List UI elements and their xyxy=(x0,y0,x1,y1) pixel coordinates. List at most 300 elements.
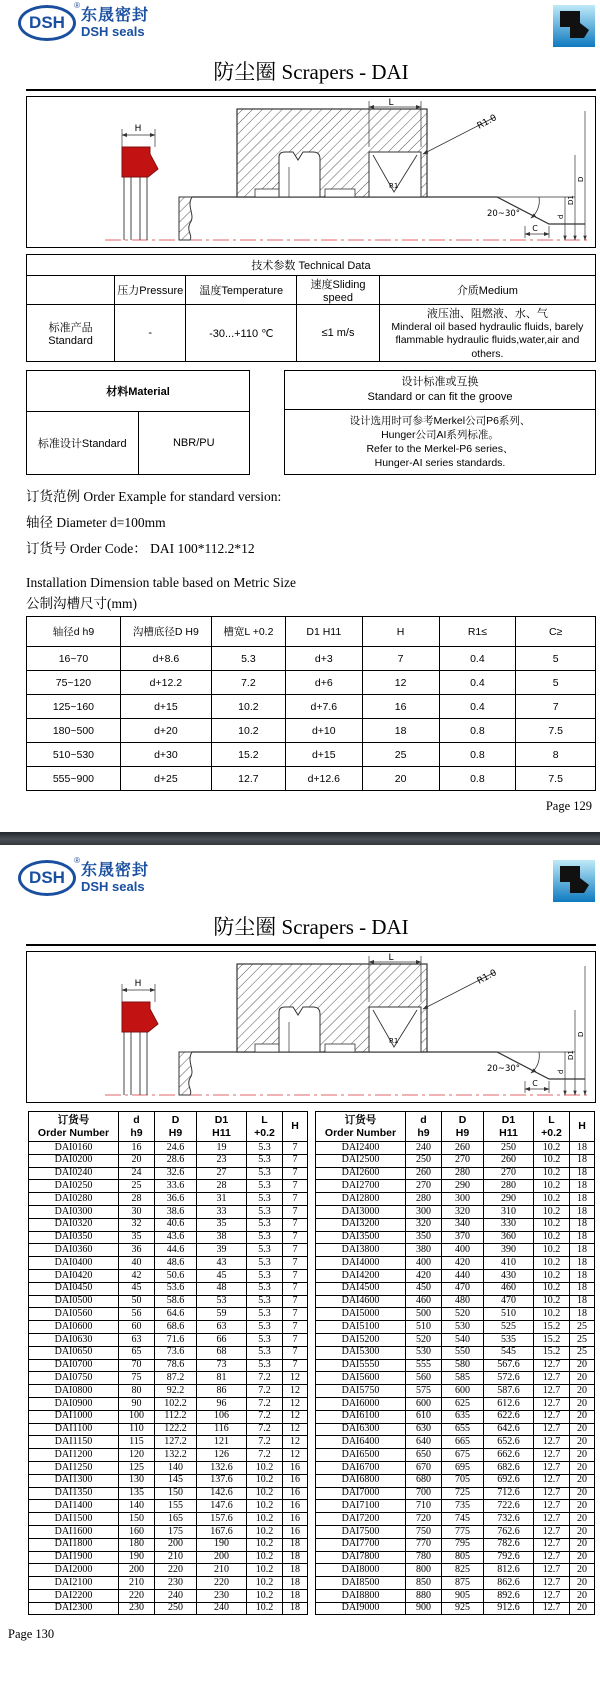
table-cell: 12.7 xyxy=(534,1551,570,1564)
table-cell: 710 xyxy=(406,1500,442,1513)
table-cell: DAI3200 xyxy=(316,1218,406,1231)
dd-dim-label: D xyxy=(577,176,585,182)
table-cell: 825 xyxy=(442,1564,484,1577)
table-cell: 545 xyxy=(484,1346,534,1359)
table-cell: 12.7 xyxy=(534,1577,570,1590)
size-col-D1 xyxy=(197,1112,247,1142)
dsh-logo-en: DSH seals xyxy=(81,23,145,39)
table-row xyxy=(316,1372,595,1385)
table-cell: 32.6 xyxy=(155,1167,197,1180)
table-cell: 695 xyxy=(442,1461,484,1474)
table-row xyxy=(316,1487,595,1500)
table-cell: 122.2 xyxy=(155,1423,197,1436)
table-cell: 420 xyxy=(406,1269,442,1282)
table-cell: 42 xyxy=(119,1269,155,1282)
table-cell: 180 xyxy=(119,1538,155,1551)
table-cell: 230 xyxy=(155,1577,197,1590)
table-row xyxy=(316,1193,595,1206)
table-cell: 12.7 xyxy=(534,1461,570,1474)
table-row xyxy=(316,1218,595,1231)
table-cell: 5.3 xyxy=(247,1257,283,1270)
shaft-outline xyxy=(192,197,585,224)
l-dim-label: L xyxy=(388,98,394,108)
table-cell: DAI0800 xyxy=(29,1385,119,1398)
size-col-D1 xyxy=(484,1112,534,1142)
table-cell: 20 xyxy=(570,1551,595,1564)
table-cell: 340 xyxy=(442,1218,484,1231)
table-cell: 240 xyxy=(406,1142,442,1155)
page-header xyxy=(0,0,600,52)
table-cell: 137.6 xyxy=(197,1474,247,1487)
table-cell: 530 xyxy=(442,1321,484,1334)
table-cell: 7.2 xyxy=(247,1410,283,1423)
design-body-cn1: 设计选用时可参考Merkel公司P6系列、 xyxy=(349,414,531,427)
table-cell: DAI1200 xyxy=(29,1449,119,1462)
table-cell: DAI6100 xyxy=(316,1410,406,1423)
technical-drawing-frame-2 xyxy=(26,951,596,1103)
table-cell: 10.2 xyxy=(211,719,285,743)
table-cell: 500 xyxy=(406,1308,442,1321)
table-cell: 310 xyxy=(484,1205,534,1218)
table-cell: 180~500 xyxy=(27,719,121,743)
table-cell: 90 xyxy=(119,1397,155,1410)
table-cell: 25 xyxy=(570,1346,595,1359)
table-cell: 10.2 xyxy=(247,1589,283,1602)
material-table-title: 材料Material xyxy=(27,371,250,412)
table-cell: 12.7 xyxy=(534,1436,570,1449)
table-cell: 330 xyxy=(484,1218,534,1231)
dsh-logo-text xyxy=(81,863,149,893)
table-cell: 7 xyxy=(283,1359,308,1372)
table-cell: 5.3 xyxy=(247,1154,283,1167)
table-row xyxy=(29,1167,308,1180)
dsh-logo xyxy=(18,856,150,896)
housing-foot-left xyxy=(255,189,279,197)
table-cell: 640 xyxy=(406,1436,442,1449)
table-cell: 5.3 xyxy=(247,1346,283,1359)
table-cell: 12 xyxy=(283,1449,308,1462)
table-cell: 460 xyxy=(406,1295,442,1308)
table-cell: 12.7 xyxy=(534,1564,570,1577)
table-row xyxy=(29,1538,308,1551)
table-cell: 280 xyxy=(406,1193,442,1206)
table-cell: 5.3 xyxy=(247,1231,283,1244)
table-cell: 12 xyxy=(283,1372,308,1385)
table-row xyxy=(29,1551,308,1564)
table-cell: 300 xyxy=(406,1205,442,1218)
table-cell: 642.6 xyxy=(484,1423,534,1436)
table-cell: 7 xyxy=(283,1193,308,1206)
table-row xyxy=(29,1193,308,1206)
d1-dim-label: D1 xyxy=(567,195,575,205)
tech-row-label-cn: 标准产品 xyxy=(48,322,93,334)
table-row xyxy=(316,1449,595,1462)
table-cell: 7 xyxy=(283,1167,308,1180)
metric-heading-cn: 公制沟槽尺寸(mm) xyxy=(26,596,137,612)
table-cell: 96 xyxy=(197,1397,247,1410)
table-cell: 10.2 xyxy=(247,1538,283,1551)
table-cell: 7 xyxy=(283,1321,308,1334)
hdr-line1: 订货号 xyxy=(344,1113,377,1126)
table-cell: DAI5600 xyxy=(316,1372,406,1385)
metric-dimension-table xyxy=(26,616,596,791)
housing-foot-right xyxy=(325,1044,355,1052)
table-cell: 70 xyxy=(119,1359,155,1372)
shaft-outline xyxy=(192,1052,585,1079)
table-cell: 18 xyxy=(283,1564,308,1577)
dsh-logo-oval xyxy=(18,1,80,41)
table-cell: 510 xyxy=(484,1308,534,1321)
table-cell: DAI8000 xyxy=(316,1564,406,1577)
table-cell: 250 xyxy=(155,1602,197,1615)
table-cell: 12.7 xyxy=(534,1410,570,1423)
table-cell: 12.7 xyxy=(534,1487,570,1500)
table-cell: 900 xyxy=(406,1602,442,1615)
table-cell: 106 xyxy=(197,1410,247,1423)
table-cell: 290 xyxy=(484,1193,534,1206)
table-row xyxy=(316,1295,595,1308)
table-cell: DAI5100 xyxy=(316,1321,406,1334)
page-separator xyxy=(0,832,600,845)
title-underline xyxy=(26,56,596,91)
table-cell: 732.6 xyxy=(484,1513,534,1526)
table-cell: 127.2 xyxy=(155,1436,197,1449)
metric-col-width: 槽宽L +0.2 xyxy=(211,617,285,647)
table-cell: 150 xyxy=(155,1487,197,1500)
table-cell: 0.4 xyxy=(439,647,516,671)
table-cell: 65 xyxy=(119,1346,155,1359)
tech-row-label-en: Standard xyxy=(48,335,93,347)
table-cell: 100 xyxy=(119,1410,155,1423)
table-cell: 121 xyxy=(197,1436,247,1449)
dsh-logo xyxy=(18,1,150,41)
table-cell: 705 xyxy=(442,1474,484,1487)
table-cell: 132.2 xyxy=(155,1449,197,1462)
table-cell: 68.6 xyxy=(155,1321,197,1334)
table-cell: DAI1500 xyxy=(29,1513,119,1526)
table-cell: 320 xyxy=(406,1218,442,1231)
catalog-page-129 xyxy=(0,0,600,832)
tech-data-row xyxy=(27,305,596,362)
table-row xyxy=(29,1333,308,1346)
table-cell: 15.2 xyxy=(211,743,285,767)
table-cell: 0.8 xyxy=(439,743,516,767)
table-cell: 535 xyxy=(484,1333,534,1346)
table-cell: 16~70 xyxy=(27,647,121,671)
hdr-line2: Order Number xyxy=(37,1126,110,1139)
table-row xyxy=(29,1487,308,1500)
size-table-header-row xyxy=(29,1112,308,1142)
table-cell: 18 xyxy=(362,719,439,743)
table-row xyxy=(316,1525,595,1538)
table-row xyxy=(29,1359,308,1372)
table-cell: 63 xyxy=(119,1333,155,1346)
table-cell: 20 xyxy=(570,1577,595,1590)
table-cell: 45 xyxy=(197,1269,247,1282)
table-row xyxy=(316,1359,595,1372)
table-cell: 33.6 xyxy=(155,1180,197,1193)
table-cell: 18 xyxy=(570,1218,595,1231)
table-cell: 53.6 xyxy=(155,1282,197,1295)
table-cell: 722.6 xyxy=(484,1500,534,1513)
table-cell: 18 xyxy=(283,1589,308,1602)
table-cell: 18 xyxy=(570,1269,595,1282)
title-underline-2 xyxy=(26,911,596,946)
table-row xyxy=(29,1372,308,1385)
table-cell: DAI1000 xyxy=(29,1410,119,1423)
table-cell: 145 xyxy=(155,1474,197,1487)
c-dim-label: C xyxy=(532,224,538,233)
table-cell: 10.2 xyxy=(211,695,285,719)
table-cell: 805 xyxy=(442,1551,484,1564)
table-cell: 12.7 xyxy=(534,1602,570,1615)
table-cell: 210 xyxy=(197,1564,247,1577)
table-cell: 39 xyxy=(197,1244,247,1257)
table-row xyxy=(29,1449,308,1462)
table-cell: d+30 xyxy=(120,743,211,767)
table-cell: DAI1800 xyxy=(29,1538,119,1551)
hdr-line1: D xyxy=(171,1113,180,1126)
table-cell: 18 xyxy=(283,1551,308,1564)
table-cell: 12.7 xyxy=(534,1513,570,1526)
table-row xyxy=(29,1282,308,1295)
size-col-H xyxy=(283,1112,308,1142)
table-cell: 7 xyxy=(283,1346,308,1359)
table-cell: 5.3 xyxy=(247,1218,283,1231)
table-cell: 622.6 xyxy=(484,1410,534,1423)
table-cell: 20 xyxy=(570,1359,595,1372)
table-row xyxy=(29,1602,308,1615)
table-cell: 33 xyxy=(197,1205,247,1218)
table-cell: 36.6 xyxy=(155,1193,197,1206)
table-cell: DAI1300 xyxy=(29,1474,119,1487)
page-title: 防尘圈 Scrapers - DAI xyxy=(213,60,409,84)
size-col-order-number xyxy=(29,1112,119,1142)
table-cell: 20 xyxy=(570,1410,595,1423)
page-header-2 xyxy=(0,855,600,907)
table-cell: 53 xyxy=(197,1295,247,1308)
table-cell: 15.2 xyxy=(534,1346,570,1359)
table-cell: 675 xyxy=(442,1449,484,1462)
table-cell: 10.2 xyxy=(534,1231,570,1244)
table-cell: 16 xyxy=(283,1474,308,1487)
table-row xyxy=(27,719,596,743)
table-cell: 7.5 xyxy=(516,767,596,791)
table-cell: 80 xyxy=(119,1385,155,1398)
table-cell: 210 xyxy=(155,1551,197,1564)
table-cell: 5.3 xyxy=(247,1269,283,1282)
table-row xyxy=(316,1205,595,1218)
table-cell: DAI1350 xyxy=(29,1487,119,1500)
table-cell: 10.2 xyxy=(534,1180,570,1193)
table-cell: 20 xyxy=(570,1385,595,1398)
table-cell: 175 xyxy=(155,1525,197,1538)
table-cell: 390 xyxy=(484,1244,534,1257)
table-cell: DAI5550 xyxy=(316,1359,406,1372)
table-cell: 73.6 xyxy=(155,1346,197,1359)
table-cell: 7 xyxy=(283,1257,308,1270)
table-cell: 5 xyxy=(516,647,596,671)
table-cell: d+15 xyxy=(120,695,211,719)
table-cell: DAI4000 xyxy=(316,1257,406,1270)
table-row xyxy=(27,767,596,791)
order-example-line1: 订货范例 Order Example for standard version: xyxy=(26,489,282,505)
size-table-right xyxy=(315,1111,595,1615)
table-cell: 12.7 xyxy=(534,1474,570,1487)
table-cell: 12.7 xyxy=(534,1372,570,1385)
table-cell: 20 xyxy=(570,1397,595,1410)
table-cell: 652.6 xyxy=(484,1436,534,1449)
table-cell: 20 xyxy=(570,1525,595,1538)
table-cell: 7.2 xyxy=(211,671,285,695)
table-row xyxy=(29,1385,308,1398)
table-cell: 0.4 xyxy=(439,695,516,719)
table-cell: 12.7 xyxy=(534,1449,570,1462)
d1-dim-label: D1 xyxy=(567,1050,575,1060)
table-cell: 87.2 xyxy=(155,1372,197,1385)
hdr-line2: +0.2 xyxy=(541,1126,562,1139)
table-cell: DAI0280 xyxy=(29,1193,119,1206)
table-row xyxy=(29,1218,308,1231)
table-cell: 38.6 xyxy=(155,1205,197,1218)
table-cell: DAI0240 xyxy=(29,1167,119,1180)
tech-row-label xyxy=(27,305,115,362)
table-cell: 240 xyxy=(155,1589,197,1602)
table-cell: 10.2 xyxy=(534,1142,570,1155)
table-cell: 10.2 xyxy=(534,1269,570,1282)
table-cell: 650 xyxy=(406,1449,442,1462)
table-row xyxy=(29,1577,308,1590)
c-dim-label: C xyxy=(532,1079,538,1088)
table-cell: DAI7200 xyxy=(316,1513,406,1526)
table-cell: 7 xyxy=(283,1180,308,1193)
table-cell: 10.2 xyxy=(247,1577,283,1590)
design-standard-box xyxy=(284,370,596,475)
table-row xyxy=(316,1282,595,1295)
table-cell: 25 xyxy=(362,743,439,767)
table-cell: 230 xyxy=(119,1602,155,1615)
table-cell: DAI0900 xyxy=(29,1397,119,1410)
table-cell: DAI7700 xyxy=(316,1538,406,1551)
table-cell: 12.7 xyxy=(211,767,285,791)
table-cell: DAI0650 xyxy=(29,1346,119,1359)
table-cell: 10.2 xyxy=(534,1295,570,1308)
r10-dim-label: R1.0 xyxy=(475,968,499,987)
angle-dim-label: 20~30° xyxy=(487,1064,521,1074)
size-col-D xyxy=(442,1112,484,1142)
table-cell: DAI4500 xyxy=(316,1282,406,1295)
table-cell: DAI6300 xyxy=(316,1423,406,1436)
table-cell: 862.6 xyxy=(484,1577,534,1590)
hdr-line1: d xyxy=(420,1113,427,1126)
table-cell: 400 xyxy=(406,1257,442,1270)
table-cell: 18 xyxy=(570,1295,595,1308)
table-cell: d+6 xyxy=(285,671,362,695)
table-cell: 7 xyxy=(283,1282,308,1295)
table-cell: 470 xyxy=(484,1295,534,1308)
d-dim-label: d xyxy=(557,214,565,219)
table-cell: 925 xyxy=(442,1602,484,1615)
table-cell: 762.6 xyxy=(484,1525,534,1538)
table-cell: 625 xyxy=(442,1397,484,1410)
table-cell: 38 xyxy=(197,1231,247,1244)
table-cell: 7 xyxy=(283,1308,308,1321)
order-example-line3: 订货号 Order Code： DAI 100*112.2*12 xyxy=(26,541,255,557)
table-cell: DAI2700 xyxy=(316,1180,406,1193)
table-cell: 16 xyxy=(283,1500,308,1513)
table-cell: 555 xyxy=(406,1359,442,1372)
table-row xyxy=(29,1142,308,1155)
table-row xyxy=(27,695,596,719)
table-cell: 86 xyxy=(197,1385,247,1398)
table-cell: DAI2400 xyxy=(316,1142,406,1155)
tech-col-speed: 速度Sliding speed xyxy=(297,276,380,305)
r1-dim-label: R1 xyxy=(389,182,399,190)
hdr-line1: L xyxy=(548,1113,555,1126)
table-cell: d+8.6 xyxy=(120,647,211,671)
table-cell: 75~120 xyxy=(27,671,121,695)
table-cell: 680 xyxy=(406,1474,442,1487)
table-cell: 440 xyxy=(442,1269,484,1282)
technical-drawing-2 xyxy=(27,952,595,1102)
table-cell: 720 xyxy=(406,1513,442,1526)
table-cell: 400 xyxy=(442,1244,484,1257)
table-cell: 750 xyxy=(406,1525,442,1538)
dsh-logo-en: DSH seals xyxy=(81,878,145,894)
table-row xyxy=(29,1500,308,1513)
table-cell: 5.3 xyxy=(247,1295,283,1308)
hdr-line1: D xyxy=(458,1113,467,1126)
table-cell: 28.6 xyxy=(155,1154,197,1167)
table-row xyxy=(316,1244,595,1257)
hdr-line1: H xyxy=(578,1120,586,1133)
table-cell: DAI7800 xyxy=(316,1551,406,1564)
shaft-break xyxy=(179,1052,192,1095)
table-cell: 510 xyxy=(406,1321,442,1334)
tech-temperature-value: -30...+110 ℃ xyxy=(186,305,297,362)
table-row xyxy=(316,1461,595,1474)
table-cell: 220 xyxy=(155,1564,197,1577)
table-row xyxy=(29,1346,308,1359)
catalog-page-130 xyxy=(0,845,600,1690)
table-cell: 200 xyxy=(197,1551,247,1564)
dsh-logo-cn: 东晟密封 xyxy=(81,6,150,24)
tech-col-blank xyxy=(27,276,115,305)
table-cell: 280 xyxy=(442,1167,484,1180)
table-row xyxy=(316,1602,595,1615)
order-example-line2: 轴径 Diameter d=100mm xyxy=(26,515,166,531)
material-value: NBR/PU xyxy=(138,412,250,475)
table-cell: 44.6 xyxy=(155,1244,197,1257)
table-cell: 140 xyxy=(155,1461,197,1474)
table-cell: DAI0560 xyxy=(29,1308,119,1321)
table-cell: 18 xyxy=(570,1193,595,1206)
table-row xyxy=(316,1589,595,1602)
table-cell: DAI0350 xyxy=(29,1231,119,1244)
page-number-129: Page 129 xyxy=(545,799,592,814)
table-cell: 20 xyxy=(119,1154,155,1167)
table-cell: 147.6 xyxy=(197,1500,247,1513)
table-cell: 10.2 xyxy=(247,1602,283,1615)
table-cell: 7 xyxy=(283,1295,308,1308)
table-cell: 92.2 xyxy=(155,1385,197,1398)
table-cell: 7 xyxy=(283,1142,308,1155)
table-cell: 270 xyxy=(442,1154,484,1167)
table-cell: d+20 xyxy=(120,719,211,743)
table-cell: 350 xyxy=(406,1231,442,1244)
table-cell: 25 xyxy=(119,1180,155,1193)
tech-table-header-row xyxy=(27,276,596,305)
